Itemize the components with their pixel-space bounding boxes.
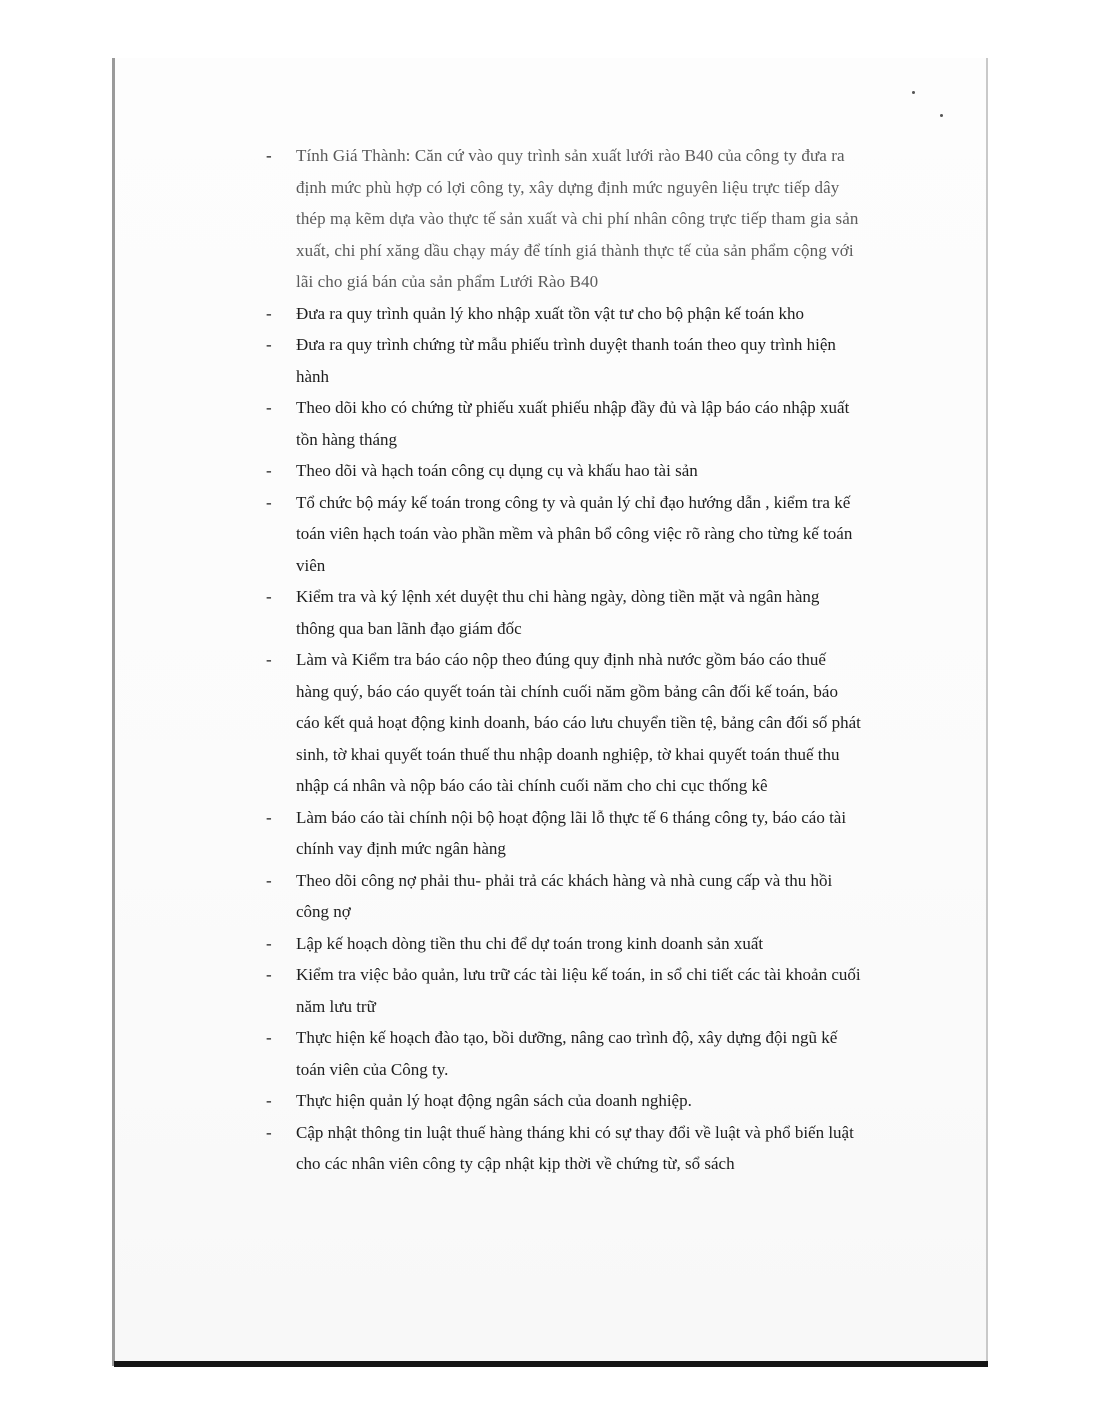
list-item-text: Làm và Kiểm tra báo cáo nộp theo đúng quy định nhà nước gồm báo cáo thuế hàng quý, báo cáo quyết toán tài chính cuối năm gồm bảng cân đối kế toán, báo cáo kết quả hoạt động kinh doanh, báo cáo lưu chuyển tiền tệ, bảng cân đối số phát sinh, tờ khai quyết toán thuế thu nhập doanh nghiệp, tờ khai quyết toán thuế thu nhập cá nhân và nộp báo cáo tài chính cuối năm cho chi cục thống kê bbox=[296, 650, 861, 795]
bullet-dash: - bbox=[266, 650, 272, 669]
list-item bbox=[262, 865, 862, 928]
list-item-text: Lập kế hoạch dòng tiền thu chi để dự toán trong kinh doanh sản xuất bbox=[296, 933, 764, 953]
paper-left-edge bbox=[112, 58, 115, 1366]
list-item bbox=[262, 928, 862, 960]
list-item bbox=[262, 1117, 862, 1180]
bullet-dash: - bbox=[266, 807, 272, 827]
list-item bbox=[262, 487, 862, 582]
list-item bbox=[262, 329, 862, 392]
list-item bbox=[262, 298, 862, 330]
bullet-dash: - bbox=[266, 870, 272, 890]
bullet-dash: - bbox=[266, 335, 272, 354]
bullet-dash: - bbox=[266, 146, 272, 165]
scan-speck bbox=[912, 91, 915, 94]
bullet-dash: - bbox=[266, 1122, 272, 1142]
bullet-dash: - bbox=[266, 587, 272, 606]
list-item bbox=[262, 802, 862, 865]
bullet-dash: - bbox=[266, 492, 272, 512]
scan-speck bbox=[940, 114, 943, 117]
bullet-dash: - bbox=[266, 303, 272, 323]
list-item bbox=[262, 1085, 862, 1117]
list-item bbox=[262, 581, 862, 644]
bullet-dash: - bbox=[266, 965, 272, 984]
list-item-text: Đưa ra quy trình chứng từ mẫu phiếu trình duyệt thanh toán theo quy trình hiện hành bbox=[296, 335, 836, 386]
list-item-text: Thực hiện kế hoạch đào tạo, bồi dưỡng, nâng cao trình độ, xây dựng đội ngũ kế toán viên của Công ty. bbox=[296, 1028, 838, 1079]
list-item bbox=[262, 140, 862, 298]
list-item-text: Theo dõi kho có chứng từ phiếu xuất phiếu nhập đầy đủ và lập báo cáo nhập xuất tồn hàng tháng bbox=[296, 398, 850, 449]
paper-bottom-edge bbox=[114, 1361, 988, 1367]
bullet-dash: - bbox=[266, 398, 272, 417]
list-item-text: Theo dõi công nợ phải thu- phải trả các khách hàng và nhà cung cấp và thu hồi công nợ bbox=[296, 870, 833, 921]
list-item bbox=[262, 455, 862, 487]
list-item bbox=[262, 644, 862, 802]
list-item-text: Thực hiện quản lý hoạt động ngân sách của doanh nghiệp. bbox=[296, 1091, 692, 1110]
bullet-dash: - bbox=[266, 1091, 272, 1110]
list-item-text: Đưa ra quy trình quản lý kho nhập xuất tồn vật tư cho bộ phận kế toán kho bbox=[296, 303, 805, 323]
list-item-text: Kiểm tra việc bảo quản, lưu trữ các tài liệu kế toán, in sổ chi tiết các tài khoản cuối năm lưu trữ bbox=[296, 965, 861, 1016]
list-item-text: Cập nhật thông tin luật thuế hàng tháng khi có sự thay đổi về luật và phổ biến luật cho các nhân viên công ty cập nhật kịp thời về chứng từ, sổ sách bbox=[296, 1122, 854, 1173]
bullet-dash: - bbox=[266, 1028, 272, 1047]
list-item-text: Theo dõi và hạch toán công cụ dụng cụ và khấu hao tài sản bbox=[296, 461, 698, 480]
list-item-text: Tính Giá Thành: Căn cứ vào quy trình sản xuất lưới rào B40 của công ty đưa ra định mức phù hợp có lợi công ty, xây dựng định mức nguyên liệu trực tiếp dây thép mạ kẽm dựa vào thực tế sản xuất và chi phí nhân công trực tiếp tham gia sản xuất, chi phí xăng dầu chạy máy để tính giá thành thực tế của sản phẩm cộng với lãi cho giá bán của sản phẩm Lưới Rào B40 bbox=[296, 146, 859, 291]
bullet-dash: - bbox=[266, 461, 272, 480]
list-item bbox=[262, 1022, 862, 1085]
list-item-text: Kiểm tra và ký lệnh xét duyệt thu chi hàng ngày, dòng tiền mặt và ngân hàng thông qua ban lãnh đạo giám đốc bbox=[296, 587, 820, 638]
list-item bbox=[262, 392, 862, 455]
list-item-text: Làm báo cáo tài chính nội bộ hoạt động lãi lỗ thực tế 6 tháng công ty, báo cáo tài chính vay định mức ngân hàng bbox=[296, 807, 847, 858]
list-item-text: Tổ chức bộ máy kế toán trong công ty và quản lý chỉ đạo hướng dẫn , kiểm tra kế toán viên hạch toán vào phần mềm và phân bổ công việc rõ ràng cho từng kế toán viên bbox=[296, 492, 853, 575]
duty-list bbox=[262, 140, 862, 1180]
bullet-dash: - bbox=[266, 933, 272, 953]
list-item bbox=[262, 959, 862, 1022]
